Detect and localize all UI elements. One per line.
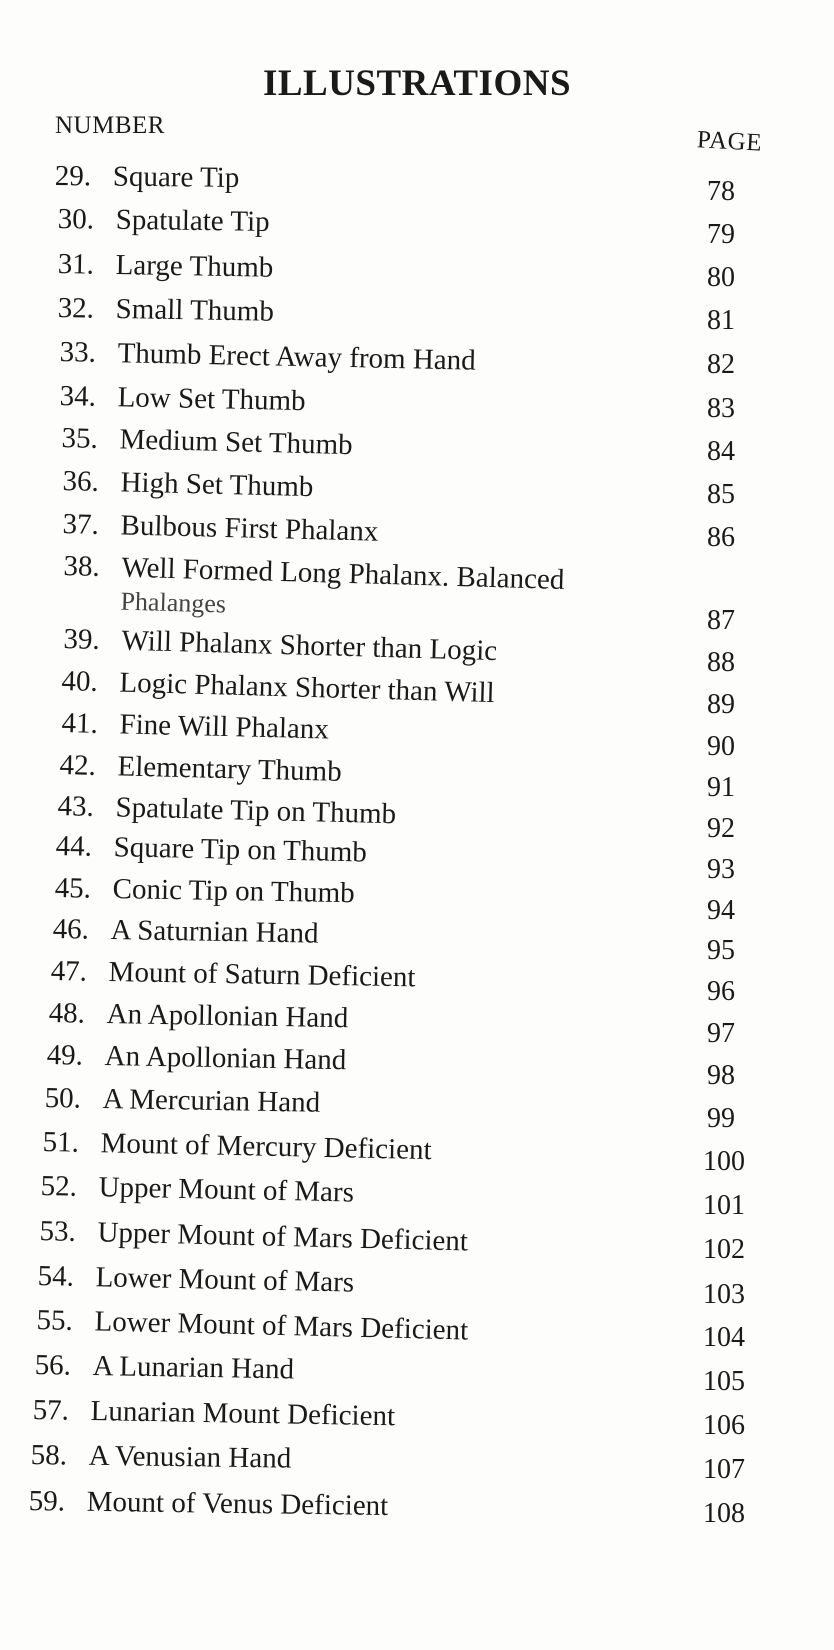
illustration-title: A Venusian Hand <box>88 1439 292 1475</box>
page-number: 100 <box>703 1146 745 1177</box>
page-number: 84 <box>707 436 735 467</box>
page-number: 97 <box>707 1018 735 1049</box>
page-number: 81 <box>707 305 735 336</box>
list-item <box>39 1215 468 1258</box>
page-number: 96 <box>707 976 735 1007</box>
illustration-number: 51. <box>42 1126 80 1159</box>
page-number: 85 <box>707 479 735 510</box>
page-number: 88 <box>707 647 735 678</box>
page-number: 104 <box>703 1322 745 1353</box>
page-column-header: PAGE <box>696 126 763 157</box>
illustration-title: Lower Mount of Mars Deficient <box>94 1305 469 1347</box>
illustration-title: Square Tip on Thumb <box>113 831 368 869</box>
illustration-number: 50. <box>44 1082 82 1115</box>
list-item <box>54 872 355 910</box>
illustration-number: 59. <box>28 1485 66 1518</box>
list-item <box>62 465 314 504</box>
list-item <box>59 336 476 378</box>
page-number: 82 <box>707 349 735 380</box>
page-number: 99 <box>707 1103 735 1134</box>
list-item <box>36 1304 468 1348</box>
illustration-number: 57. <box>32 1394 70 1427</box>
page-number: 86 <box>707 522 735 553</box>
illustration-number: 45. <box>54 872 92 905</box>
illustration-title: Mount of Saturn Deficient <box>108 956 416 994</box>
list-item <box>57 248 273 285</box>
list-item <box>55 830 367 870</box>
page-number: 92 <box>707 813 735 844</box>
illustration-number: 48. <box>48 997 86 1030</box>
list-item <box>29 1485 389 1523</box>
illustration-title: A Mercurian Hand <box>102 1083 321 1119</box>
illustration-number: 34. <box>59 380 97 413</box>
page-number: 106 <box>703 1410 745 1441</box>
page-number: 91 <box>707 772 735 803</box>
illustration-number: 52. <box>40 1170 78 1203</box>
list-item <box>42 1126 432 1167</box>
illustration-number: 49. <box>46 1039 84 1072</box>
illustration-number: 30. <box>57 203 95 236</box>
page-number: 89 <box>707 689 735 720</box>
illustration-number: 37. <box>62 508 100 541</box>
page-number: 102 <box>703 1234 745 1265</box>
illustration-number: 47. <box>50 955 88 988</box>
page-number: 94 <box>707 895 735 926</box>
page-number: 93 <box>707 854 735 885</box>
list-item <box>62 508 379 549</box>
illustration-number: 42. <box>59 749 97 782</box>
illustration-title: Mount of Venus Deficient <box>86 1485 389 1523</box>
illustration-number: 56. <box>34 1349 72 1382</box>
illustration-title: An Apollonian Hand <box>104 1040 347 1077</box>
illustration-title: Fine Will Phalanx <box>119 708 330 746</box>
page-number: 80 <box>707 262 735 293</box>
illustration-title: Spatulate Tip <box>115 203 270 238</box>
illustration-number: 44. <box>55 830 93 863</box>
page-number: 101 <box>703 1190 745 1221</box>
list-item <box>63 623 498 668</box>
illustration-title: Medium Set Thumb <box>119 423 353 462</box>
illustration-number: 33. <box>59 336 97 369</box>
illustration-number: 38. <box>63 550 101 583</box>
page-number: 107 <box>703 1454 745 1485</box>
list-item <box>59 749 342 789</box>
illustration-number: 35. <box>61 422 99 455</box>
illustration-title: Small Thumb <box>115 293 275 328</box>
illustration-title: Low Set Thumb <box>117 381 306 418</box>
list-item <box>61 707 329 747</box>
list-item <box>46 1039 346 1077</box>
list-item <box>48 997 348 1035</box>
list-item <box>44 1082 320 1120</box>
list-item <box>57 790 396 831</box>
list-item <box>32 1394 395 1433</box>
illustration-title: High Set Thumb <box>120 466 314 504</box>
page-title: ILLUSTRATIONS <box>262 63 572 104</box>
illustration-title: Upper Mount of Mars <box>98 1171 355 1209</box>
list-item <box>59 380 306 418</box>
list-item <box>61 422 353 462</box>
list-item <box>40 1170 354 1210</box>
list-item <box>52 913 318 951</box>
illustration-title: Square Tip <box>112 160 240 194</box>
illustration-title: Well Formed Long Phalanx. Balanced <box>121 551 565 596</box>
illustration-title: Will Phalanx Shorter than Logic <box>121 624 498 668</box>
illustration-number: 43. <box>57 790 95 823</box>
page-number: 79 <box>707 219 735 250</box>
list-item <box>55 160 240 195</box>
illustration-number: 32. <box>57 292 95 325</box>
page-number: 98 <box>707 1060 735 1091</box>
illustration-title: Lunarian Mount Deficient <box>90 1395 396 1433</box>
illustration-number: 31. <box>57 248 95 281</box>
list-item <box>37 1260 354 1300</box>
page-number: 83 <box>707 393 735 424</box>
list-item <box>61 665 495 710</box>
illustration-title: Bulbous First Phalanx <box>120 509 379 548</box>
page-number: 90 <box>707 731 735 762</box>
page-number: 105 <box>703 1366 745 1397</box>
list-item <box>50 955 415 994</box>
illustration-title: A Saturnian Hand <box>110 914 319 950</box>
illustration-number: 29. <box>54 160 92 193</box>
illustration-number: 54. <box>37 1260 75 1293</box>
illustration-title: Upper Mount of Mars Deficient <box>97 1216 469 1258</box>
illustration-title: Thumb Erect Away from Hand <box>117 337 477 377</box>
illustration-number: 46. <box>52 913 90 946</box>
illustration-title: Large Thumb <box>115 249 274 284</box>
illustration-title: Conic Tip on Thumb <box>112 873 355 910</box>
illustration-title: Spatulate Tip on Thumb <box>115 791 397 831</box>
list-item <box>62 550 565 629</box>
page-number: 78 <box>707 176 735 207</box>
illustration-number: 40. <box>61 665 99 698</box>
page-number: 95 <box>707 935 735 966</box>
list-item <box>58 203 270 239</box>
number-column-header: NUMBER <box>55 112 165 139</box>
illustration-title: A Lunarian Hand <box>92 1350 295 1386</box>
page-number: 87 <box>707 605 735 636</box>
list-item <box>31 1439 292 1476</box>
illustration-number: 53. <box>39 1215 77 1248</box>
page-number: 108 <box>703 1498 745 1529</box>
illustration-title: An Apollonian Hand <box>106 998 349 1035</box>
illustration-number: 55. <box>36 1304 74 1337</box>
page-number: 103 <box>703 1279 745 1310</box>
illustration-number: 58. <box>30 1439 68 1472</box>
illustration-title: Lower Mount of Mars <box>95 1261 355 1299</box>
illustration-title: Elementary Thumb <box>117 750 343 788</box>
list-item <box>57 292 274 329</box>
illustration-number: 36. <box>62 465 100 498</box>
list-item <box>34 1349 294 1387</box>
illustration-number: 39. <box>63 623 101 656</box>
illustration-number: 41. <box>61 707 99 740</box>
illustration-title: Logic Phalanx Shorter than Will <box>119 666 496 710</box>
illustration-title: Mount of Mercury Deficient <box>100 1127 432 1167</box>
illustration-title-continuation: Phalanges <box>120 586 227 619</box>
